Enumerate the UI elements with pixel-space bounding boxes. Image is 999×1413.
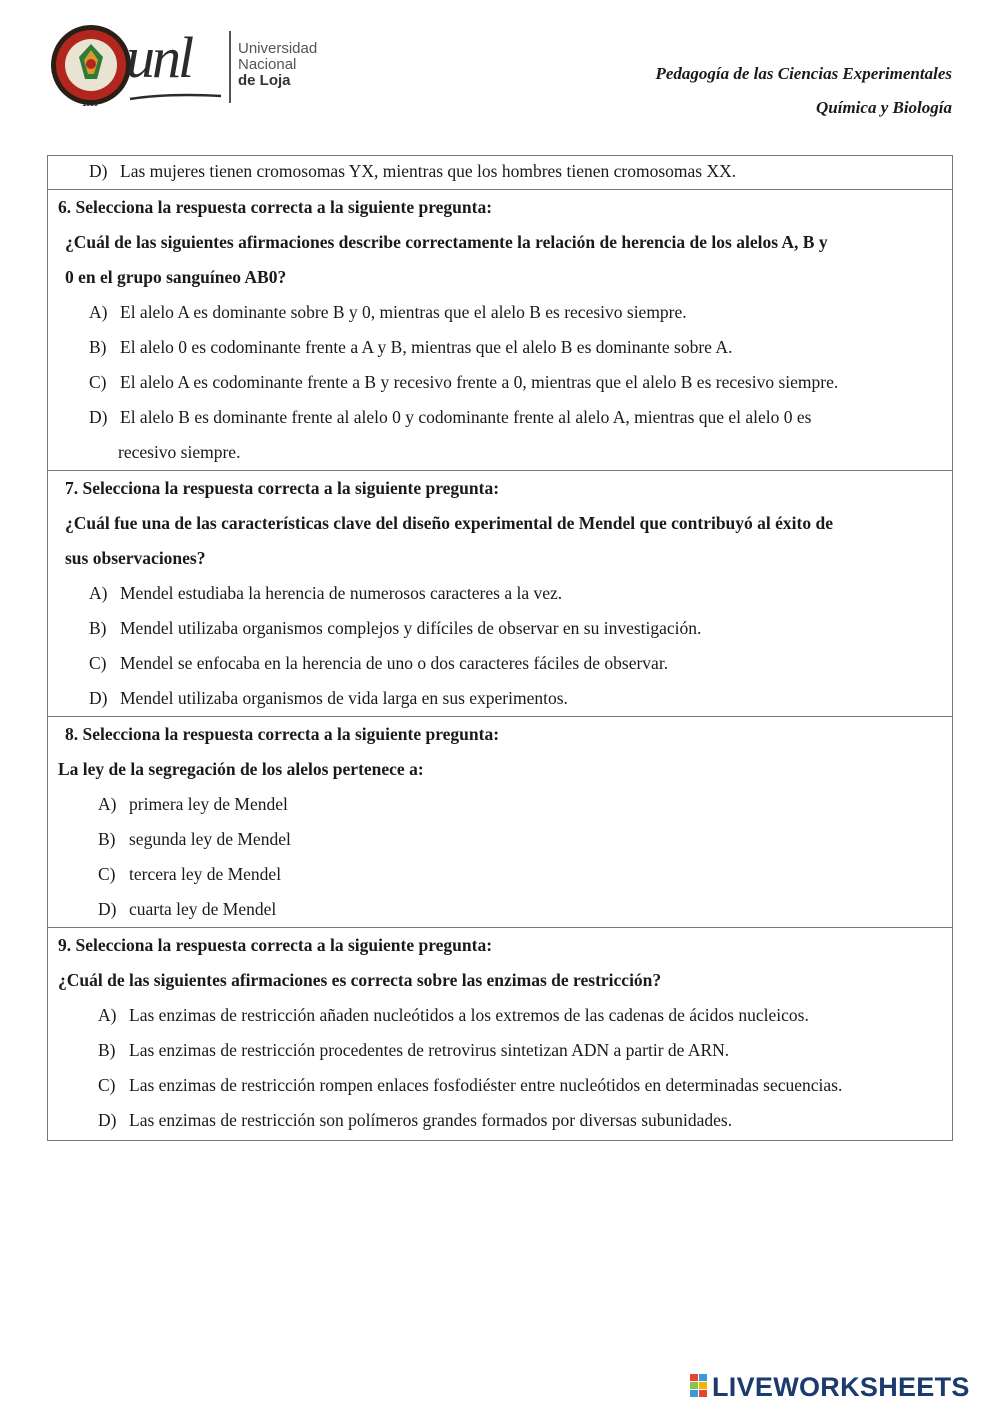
questions-table [47,155,953,1141]
answer-option[interactable] [48,646,952,681]
option-text: Mendel utilizaba organismos complejos y difíciles de observar en su investigación. [120,618,702,638]
q6-cell [48,190,953,471]
q5-tail-row [48,156,953,190]
option-label: A) [89,302,108,322]
university-line-2: Nacional [238,56,297,73]
page-header [0,0,999,150]
option-label: B) [89,618,107,638]
q7-cell [48,471,953,717]
logo-swoosh-icon [128,93,223,101]
question-text-line-1: ¿Cuál fue una de las características clave del diseño experimental de Mendel que contribuyó al éxito de [65,513,833,533]
option-text: Mendel se enfocaba en la herencia de uno o dos caracteres fáciles de observar. [120,653,669,673]
option-text: Mendel utilizaba organismos de vida larga en sus experimentos. [120,688,568,708]
answer-option[interactable] [48,892,952,927]
option-label: A) [98,794,117,814]
question-text-line-2: sus observaciones? [65,548,206,568]
question-text: ¿Cuál de las siguientes afirmaciones es correcta sobre las enzimas de restricción? [58,970,662,990]
option-text: Las enzimas de restricción rompen enlaces fosfodiéster entre nucleótidos en determinadas secuencias. [129,1075,843,1095]
program-title: Pedagogía de las Ciencias Experimentales [655,64,952,83]
option-label: D) [89,161,108,181]
answer-option[interactable] [48,330,952,365]
answer-option[interactable] [48,400,952,435]
option-label: C) [89,372,107,392]
option-text: El alelo A es dominante sobre B y 0, mientras que el alelo B es recesivo siempre. [120,302,687,322]
option-label: D) [98,1110,117,1130]
option-label: D) [89,688,108,708]
university-seal-icon [50,24,132,106]
option-label: B) [98,1040,116,1060]
option-text: El alelo A es codominante frente a B y recesivo frente a 0, mientras que el alelo B es recesivo siempre. [120,372,839,392]
option-text: primera ley de Mendel [129,794,288,814]
answer-option[interactable] [48,156,952,188]
option-label: B) [98,829,116,849]
answer-option[interactable] [48,1068,952,1103]
question-text: La ley de la segregación de los alelos pertenece a: [58,759,424,779]
question-text-line-1: ¿Cuál de las siguientes afirmaciones describe correctamente la relación de herencia de los alelos A, B y [65,232,828,252]
subject-title: Química y Biología [816,98,952,117]
option-label: A) [98,1005,117,1025]
q7-row [48,471,953,717]
answer-option[interactable] [48,576,952,611]
option-text: segunda ley de Mendel [129,829,291,849]
answer-option[interactable] [48,1033,952,1068]
option-label: C) [98,864,116,884]
option-text: Las enzimas de restricción procedentes de retrovirus sintetizan ADN a partir de ARN. [129,1040,730,1060]
answer-option[interactable] [48,365,952,400]
option-label: D) [98,899,117,919]
q5-tail-cell [48,156,953,190]
header-titles [655,60,952,128]
option-text: El alelo B es dominante frente al alelo 0 y codominante frente al alelo A, mientras que el alelo 0 es [120,407,812,427]
q8-row [48,717,953,928]
answer-option[interactable] [48,822,952,857]
option-text-continuation: recesivo siempre. [118,442,241,462]
option-text: El alelo 0 es codominante frente a A y B, mientras que el alelo B es dominante sobre A. [120,337,733,357]
answer-option[interactable] [48,857,952,892]
option-text: Mendel estudiaba la herencia de numerosos caracteres a la vez. [120,583,563,603]
unl-logo: unl [126,25,192,90]
option-label: C) [98,1075,116,1095]
liveworksheets-logo-icon [690,1374,708,1398]
answer-option[interactable] [48,611,952,646]
question-instruction: 7. Selecciona la respuesta correcta a la siguiente pregunta: [65,478,500,498]
option-label: D) [89,407,108,427]
option-label: B) [89,337,107,357]
question-instruction: 9. Selecciona la respuesta correcta a la siguiente pregunta: [58,935,493,955]
option-text: Las mujeres tienen cromosomas YX, mientras que los hombres tienen cromosomas XX. [120,161,737,181]
logo-divider [229,31,231,103]
question-instruction: 6. Selecciona la respuesta correcta a la siguiente pregunta: [58,197,493,217]
option-text: cuarta ley de Mendel [129,899,277,919]
university-name [238,41,317,89]
university-line-1: Universidad [238,40,318,57]
q6-row [48,190,953,471]
q9-cell [48,928,953,1141]
option-label: A) [89,583,108,603]
answer-option[interactable] [48,681,952,716]
answer-option[interactable] [48,295,952,330]
option-text: tercera ley de Mendel [129,864,282,884]
option-label: C) [89,653,107,673]
question-text-line-2: 0 en el grupo sanguíneo AB0? [65,267,287,287]
q8-cell [48,717,953,928]
option-text: Las enzimas de restricción son polímeros grandes formados por diversas subunidades. [129,1110,733,1130]
answer-option[interactable] [48,1103,952,1138]
seal-year: 1859 [82,101,98,108]
university-line-3: de Loja [238,72,291,89]
answer-option[interactable] [48,998,952,1033]
liveworksheets-brand: LIVEWORKSHEETS [712,1372,970,1402]
question-instruction: 8. Selecciona la respuesta correcta a la siguiente pregunta: [65,724,500,744]
option-text: Las enzimas de restricción añaden nucleótidos a los extremos de las cadenas de ácidos nucleicos. [129,1005,809,1025]
answer-option[interactable] [48,787,952,822]
q9-row [48,928,953,1141]
